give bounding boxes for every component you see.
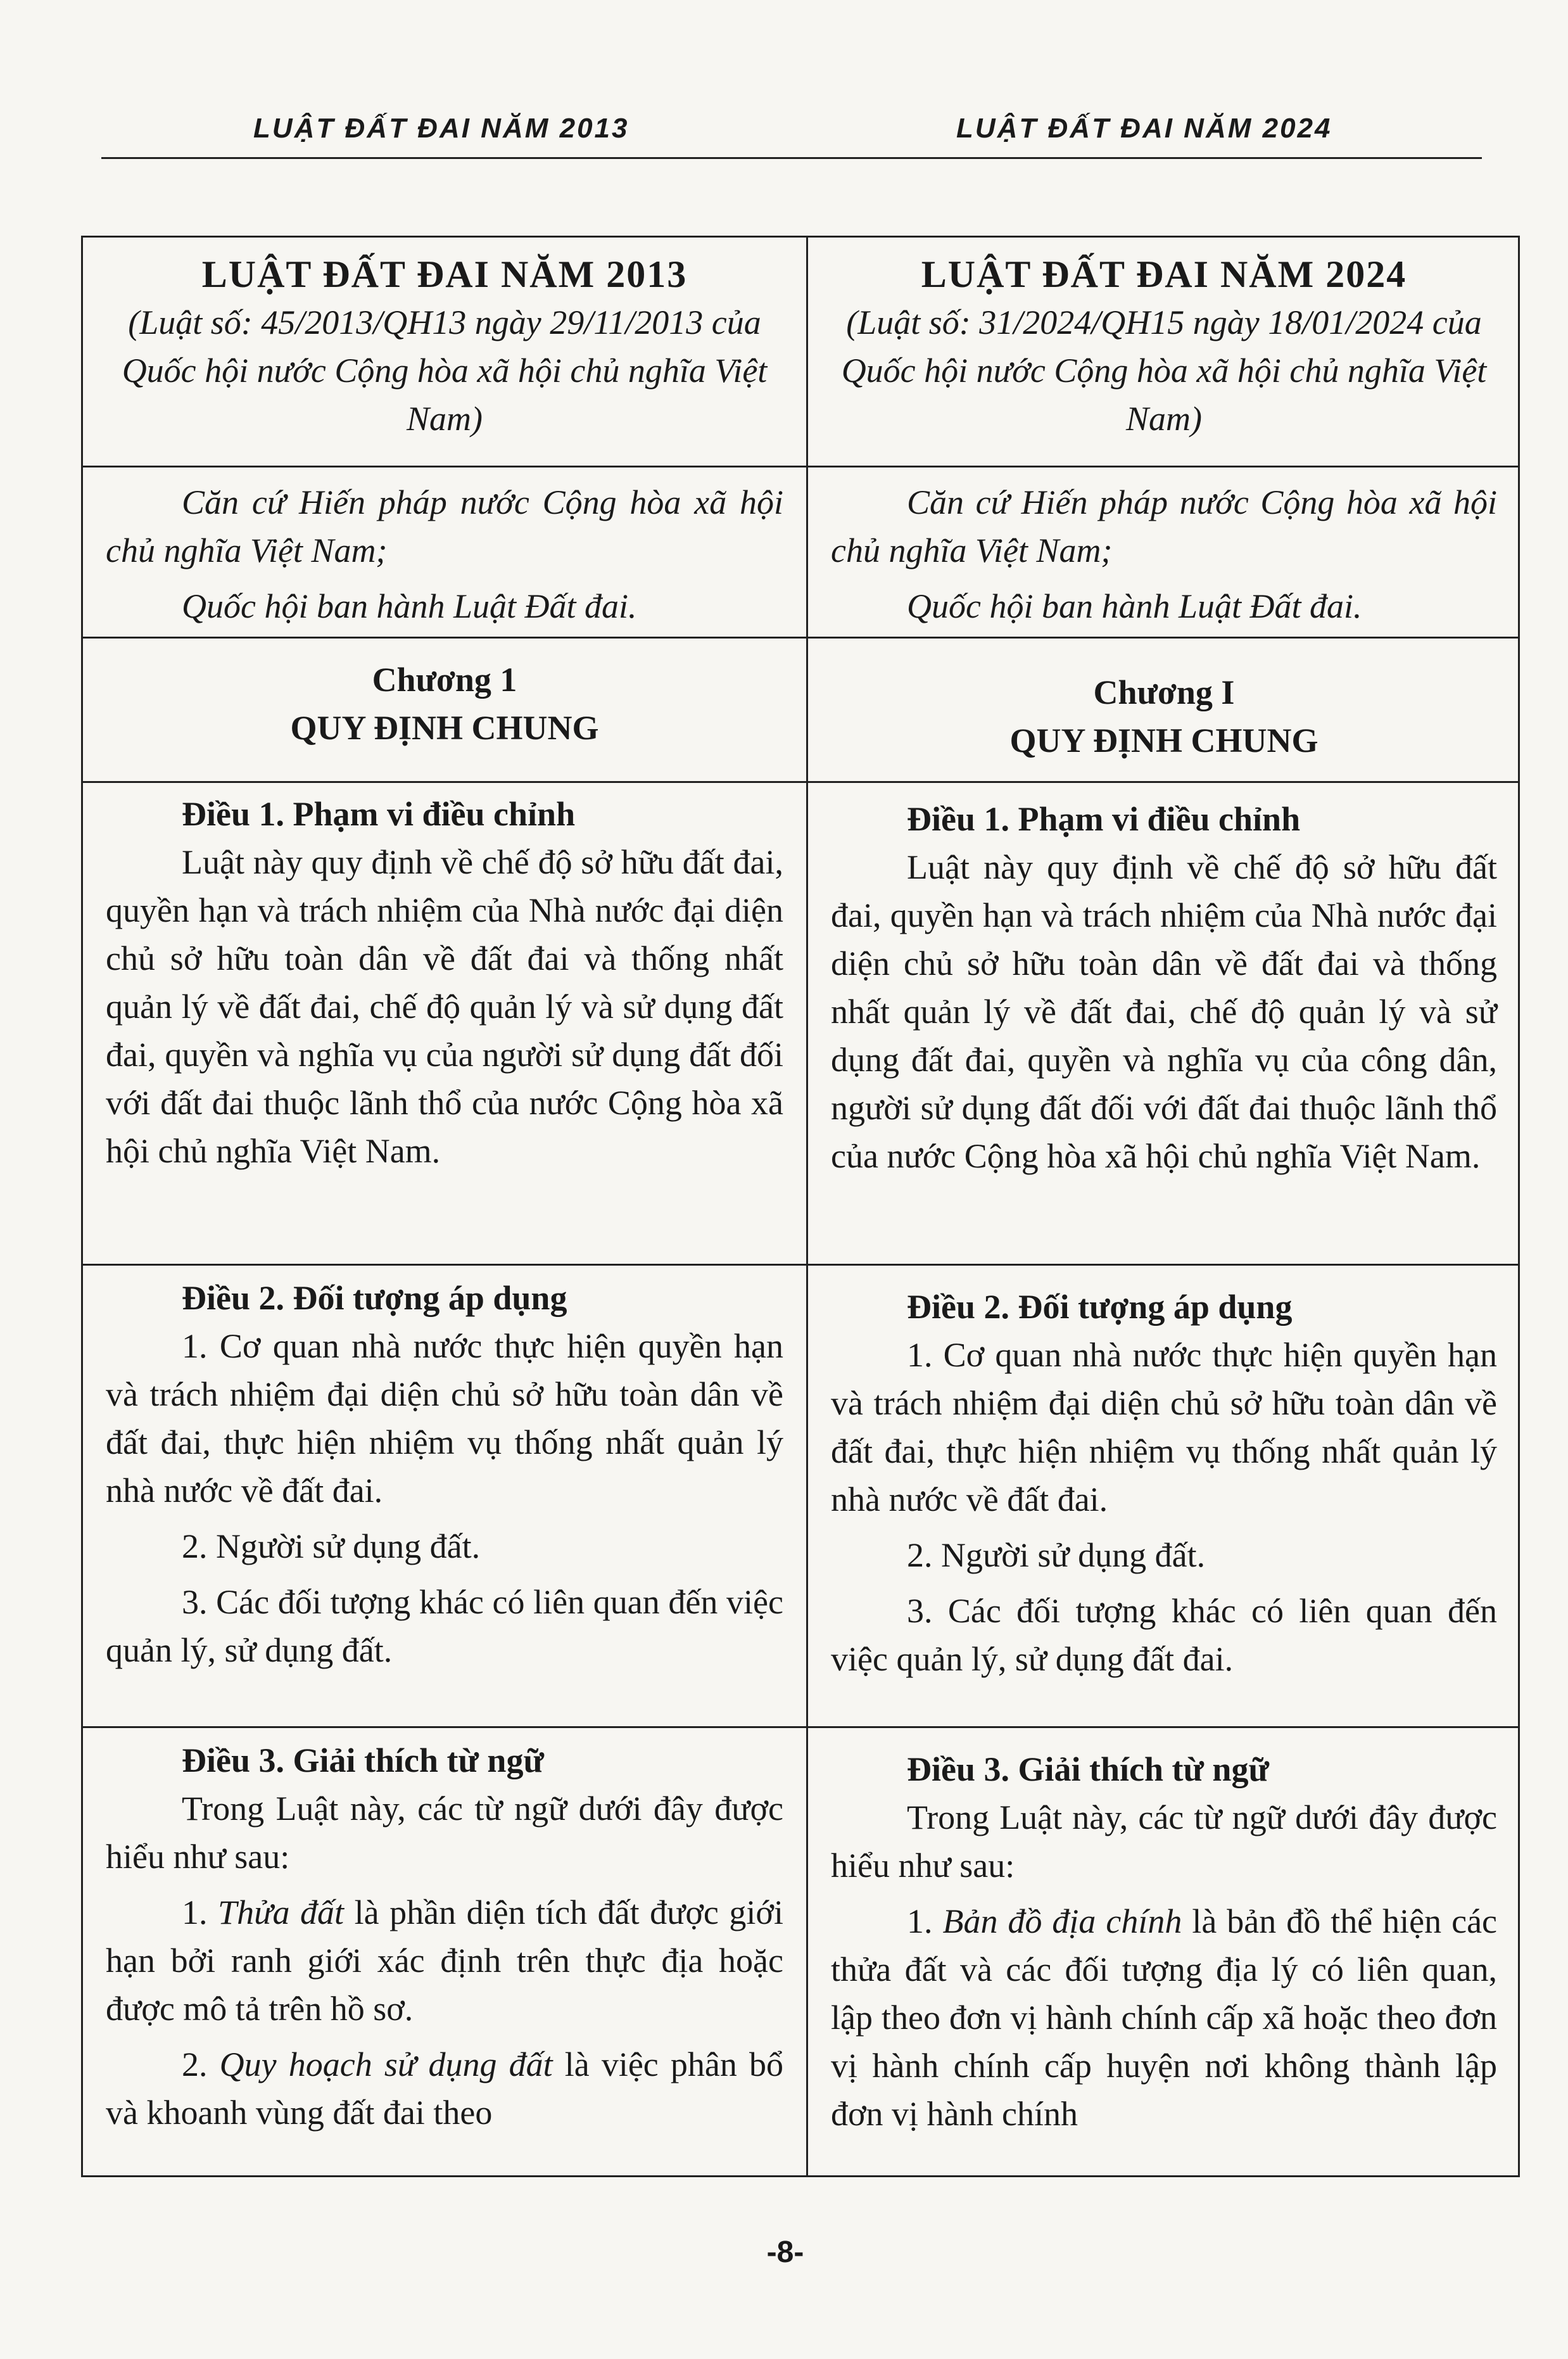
left-article-3-p2 — [106, 2040, 783, 2137]
right-preamble-1: Căn cứ Hiến pháp nước Cộng hòa xã hội chủ nghĩa Việt Nam; — [831, 483, 1497, 569]
left-article-3-cell — [83, 1736, 806, 2144]
left-article-1-cell — [83, 790, 806, 1183]
comparison-table — [81, 236, 1520, 2177]
left-article-3-p2-term: Quy hoạch sử dụng đất — [219, 2045, 553, 2083]
left-chapter-number: Chương 1 — [372, 661, 517, 699]
right-article-3-intro: Trong Luật này, các từ ngữ dưới đây được hiểu như sau: — [831, 1798, 1497, 1885]
row-divider — [83, 466, 1518, 467]
left-preamble-1: Căn cứ Hiến pháp nước Cộng hòa xã hội chủ nghĩa Việt Nam; — [106, 483, 783, 569]
right-article-3-p1-definition: là bản đồ thể hiện các thửa đất và các đối tượng địa lý có liên quan, lập theo đơn vị hành chính cấp xã hoặc theo đơn vị hành chính cấp huyện nơi không thành lập đơn vị hành chính — [831, 1902, 1498, 2133]
right-article-1-cell — [808, 795, 1520, 1188]
row-divider — [83, 637, 1518, 639]
row-divider — [83, 781, 1518, 783]
running-header-left: LUẬT ĐẤT ĐAI NĂM 2013 — [253, 113, 629, 144]
right-chapter-number: Chương I — [1093, 673, 1235, 711]
left-article-3-p1-definition: là phần diện tích đất được giới hạn bởi ranh giới xác định trên thực địa hoặc được mô tả trên hồ sơ. — [106, 1893, 783, 2028]
left-article-2-p2: 2. Người sử dụng đất. — [182, 1527, 481, 1565]
running-header — [89, 108, 1482, 158]
left-law-title: LUẬT ĐẤT ĐAI NĂM 2013 — [201, 253, 688, 295]
right-article-2-p1: 1. Cơ quan nhà nước thực hiện quyền hạn và trách nhiệm đại diện chủ sở hữu toàn dân về đất đai, thực hiện nhiệm vụ thống nhất quản lý nhà nước về đất đai. — [831, 1336, 1497, 1518]
left-title-cell — [83, 250, 806, 443]
running-header-right: LUẬT ĐẤT ĐAI NĂM 2024 — [956, 113, 1332, 144]
right-article-3-title: Điều 3. Giải thích từ ngữ — [907, 1750, 1269, 1788]
left-article-3-title: Điều 3. Giải thích từ ngữ — [182, 1741, 544, 1779]
right-article-3-p1 — [831, 1897, 1497, 2138]
right-article-2-p2: 2. Người sử dụng đất. — [907, 1536, 1206, 1574]
page-number: -8- — [766, 2235, 804, 2269]
right-chapter-cell — [808, 668, 1520, 765]
left-article-2-p1: 1. Cơ quan nhà nước thực hiện quyền hạn và trách nhiệm đại diện chủ sở hữu toàn dân về đất đai, thực hiện nhiệm vụ thống nhất quản lý nhà nước về đất đai. — [106, 1327, 783, 1510]
left-article-1-title: Điều 1. Phạm vi điều chỉnh — [182, 795, 576, 833]
right-article-3-p1-number: 1. — [907, 1902, 933, 1940]
right-article-2-title: Điều 2. Đối tượng áp dụng — [907, 1288, 1293, 1326]
right-law-subtitle: (Luật số: 31/2024/QH15 ngày 18/01/2024 của Quốc hội nước Cộng hòa xã hội chủ nghĩa Việt Nam) — [841, 303, 1487, 438]
left-article-3-p2-definition: là việc phân bổ và khoanh vùng đất đai theo — [106, 2045, 783, 2132]
right-article-1-text: Luật này quy định về chế độ sở hữu đất đai, quyền hạn và trách nhiệm của Nhà nước đại diện chủ sở hữu toàn dân về đất đai và thống nhất quản lý về đất đai, chế độ quản lý và sử dụng đất đai, quyền và nghĩa vụ của công dân, người sử dụng đất đối với đất đai thuộc lãnh thổ của nước Cộng hòa xã hội chủ nghĩa Việt Nam. — [831, 848, 1497, 1175]
right-title-cell — [808, 250, 1520, 443]
right-article-2-p3: 3. Các đối tượng khác có liên quan đến việc quản lý, sử dụng đất đai. — [831, 1592, 1497, 1678]
left-article-3-p1-term: Thửa đất — [218, 1893, 345, 1931]
row-divider — [83, 1726, 1518, 1728]
left-article-3-intro: Trong Luật này, các từ ngữ dưới đây được hiểu như sau: — [106, 1790, 783, 1876]
right-chapter-title: QUY ĐỊNH CHUNG — [1009, 722, 1318, 760]
left-law-subtitle: (Luật số: 45/2013/QH13 ngày 29/11/2013 của Quốc hội nước Cộng hòa xã hội chủ nghĩa Việt Nam) — [122, 303, 768, 438]
left-preamble-cell — [83, 478, 806, 638]
header-rule — [101, 157, 1482, 159]
right-law-title: LUẬT ĐẤT ĐAI NĂM 2024 — [921, 253, 1407, 295]
left-article-1-text: Luật này quy định về chế độ sở hữu đất đai, quyền hạn và trách nhiệm của Nhà nước đại diện chủ sở hữu toàn dân về đất đai và thống nhất quản lý về đất đai, chế độ quản lý và sử dụng đất đai, quyền và nghĩa vụ của người sử dụng đất đối với đất đai thuộc lãnh thổ của nước Cộng hòa xã hội chủ nghĩa Việt Nam. — [106, 843, 783, 1170]
right-article-3-cell — [808, 1745, 1520, 2146]
row-divider — [83, 1264, 1518, 1266]
left-chapter-title: QUY ĐỊNH CHUNG — [290, 709, 599, 747]
left-article-2-title: Điều 2. Đối tượng áp dụng — [182, 1279, 567, 1317]
left-article-3-p1 — [106, 1888, 783, 2033]
left-article-3-p1-number: 1. — [182, 1893, 208, 1931]
right-article-3-p1-term: Bản đồ địa chính — [942, 1902, 1182, 1940]
left-article-2-p3: 3. Các đối tượng khác có liên quan đến việc quản lý, sử dụng đất. — [106, 1583, 783, 1669]
right-article-2-cell — [808, 1283, 1520, 1691]
left-chapter-cell — [83, 656, 806, 752]
left-article-2-cell — [83, 1274, 806, 1682]
right-preamble-cell — [808, 478, 1520, 638]
left-article-3-p2-number: 2. — [182, 2045, 208, 2083]
right-preamble-2: Quốc hội ban hành Luật Đất đai. — [907, 587, 1362, 625]
left-preamble-2: Quốc hội ban hành Luật Đất đai. — [182, 587, 637, 625]
right-article-1-title: Điều 1. Phạm vi điều chỉnh — [907, 800, 1301, 838]
